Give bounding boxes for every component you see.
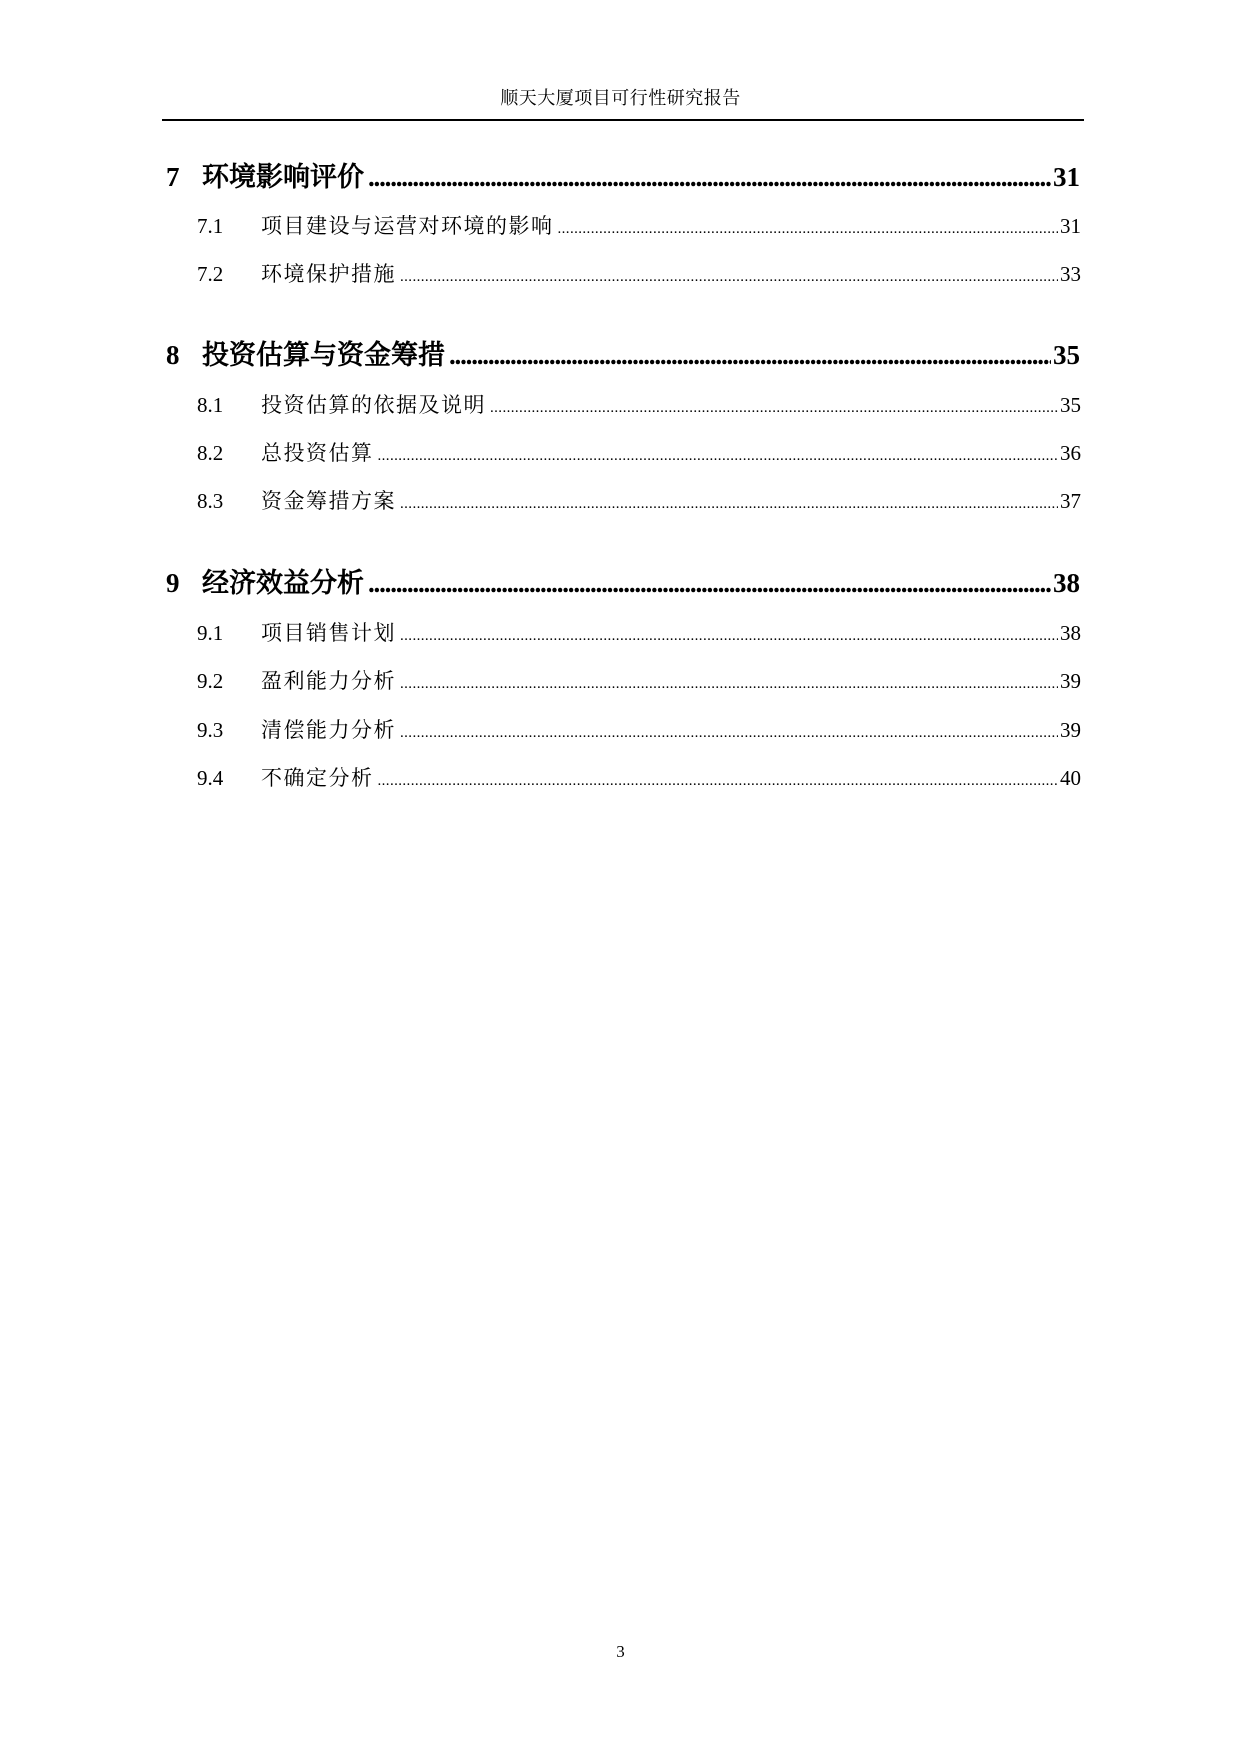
toc-page: 37	[1060, 489, 1081, 513]
toc-title: 投资估算与资金筹措	[202, 340, 445, 370]
toc-leader	[558, 214, 1059, 239]
toc-title: 不确定分析	[261, 766, 374, 790]
toc-title: 清偿能力分析	[261, 718, 396, 742]
toc-section-7-2[interactable]	[197, 258, 1081, 288]
toc-title: 资金筹措方案	[261, 489, 396, 513]
toc-page: 33	[1060, 262, 1081, 286]
toc-title: 项目销售计划	[261, 621, 396, 645]
toc-title: 盈利能力分析	[261, 669, 396, 693]
running-header: 顺天大厦项目可行性研究报告	[500, 88, 741, 108]
toc-number: 9	[166, 568, 180, 598]
toc-page: 39	[1060, 718, 1081, 742]
toc-leader	[378, 441, 1059, 466]
toc-page: 40	[1060, 766, 1081, 790]
toc-title: 项目建设与运营对环境的影响	[261, 214, 554, 238]
toc-number: 7	[166, 162, 180, 192]
toc-chapter-7[interactable]	[166, 155, 1080, 194]
toc-number: 9.3	[197, 718, 224, 742]
toc-leader	[368, 162, 1051, 193]
toc-number: 8.2	[197, 441, 224, 465]
toc-number: 9.1	[197, 621, 224, 645]
toc-leader	[400, 489, 1058, 514]
toc-section-9-4[interactable]	[197, 762, 1081, 792]
toc-section-8-1[interactable]	[197, 389, 1081, 419]
toc-leader	[449, 340, 1051, 371]
toc-section-9-1[interactable]	[197, 617, 1081, 647]
toc-number: 8.3	[197, 489, 224, 513]
toc-section-8-2[interactable]	[197, 437, 1081, 467]
toc-section-7-1[interactable]	[197, 210, 1081, 240]
toc-number: 7.2	[197, 262, 224, 286]
toc-title: 环境影响评价	[202, 162, 364, 192]
toc-section-8-3[interactable]	[197, 485, 1081, 515]
toc-leader	[400, 262, 1058, 287]
toc-section-9-3[interactable]	[197, 714, 1081, 744]
toc-number: 7.1	[197, 214, 224, 238]
toc-leader	[400, 718, 1058, 743]
toc-page: 35	[1053, 340, 1080, 370]
toc-title: 经济效益分析	[202, 568, 364, 598]
toc-page: 38	[1053, 568, 1080, 598]
toc-leader	[400, 621, 1058, 646]
toc-number: 9.2	[197, 669, 224, 693]
toc-page: 38	[1060, 621, 1081, 645]
toc-title: 投资估算的依据及说明	[261, 393, 486, 417]
toc-page: 39	[1060, 669, 1081, 693]
toc-leader	[378, 766, 1059, 791]
toc-chapter-8[interactable]	[166, 333, 1080, 372]
toc-title: 环境保护措施	[261, 262, 396, 286]
toc-page: 31	[1053, 162, 1080, 192]
toc-number: 8	[166, 340, 180, 370]
toc-number: 9.4	[197, 766, 224, 790]
toc-page: 36	[1060, 441, 1081, 465]
toc-leader	[490, 393, 1058, 418]
toc-section-9-2[interactable]	[197, 665, 1081, 695]
toc-page: 35	[1060, 393, 1081, 417]
toc-page: 31	[1060, 214, 1081, 238]
toc-leader	[368, 568, 1051, 599]
header-rule	[162, 119, 1084, 121]
toc-chapter-9[interactable]	[166, 561, 1080, 600]
toc-leader	[400, 669, 1058, 694]
toc-title: 总投资估算	[261, 441, 374, 465]
toc-number: 8.1	[197, 393, 224, 417]
page-number: 3	[616, 1642, 625, 1661]
